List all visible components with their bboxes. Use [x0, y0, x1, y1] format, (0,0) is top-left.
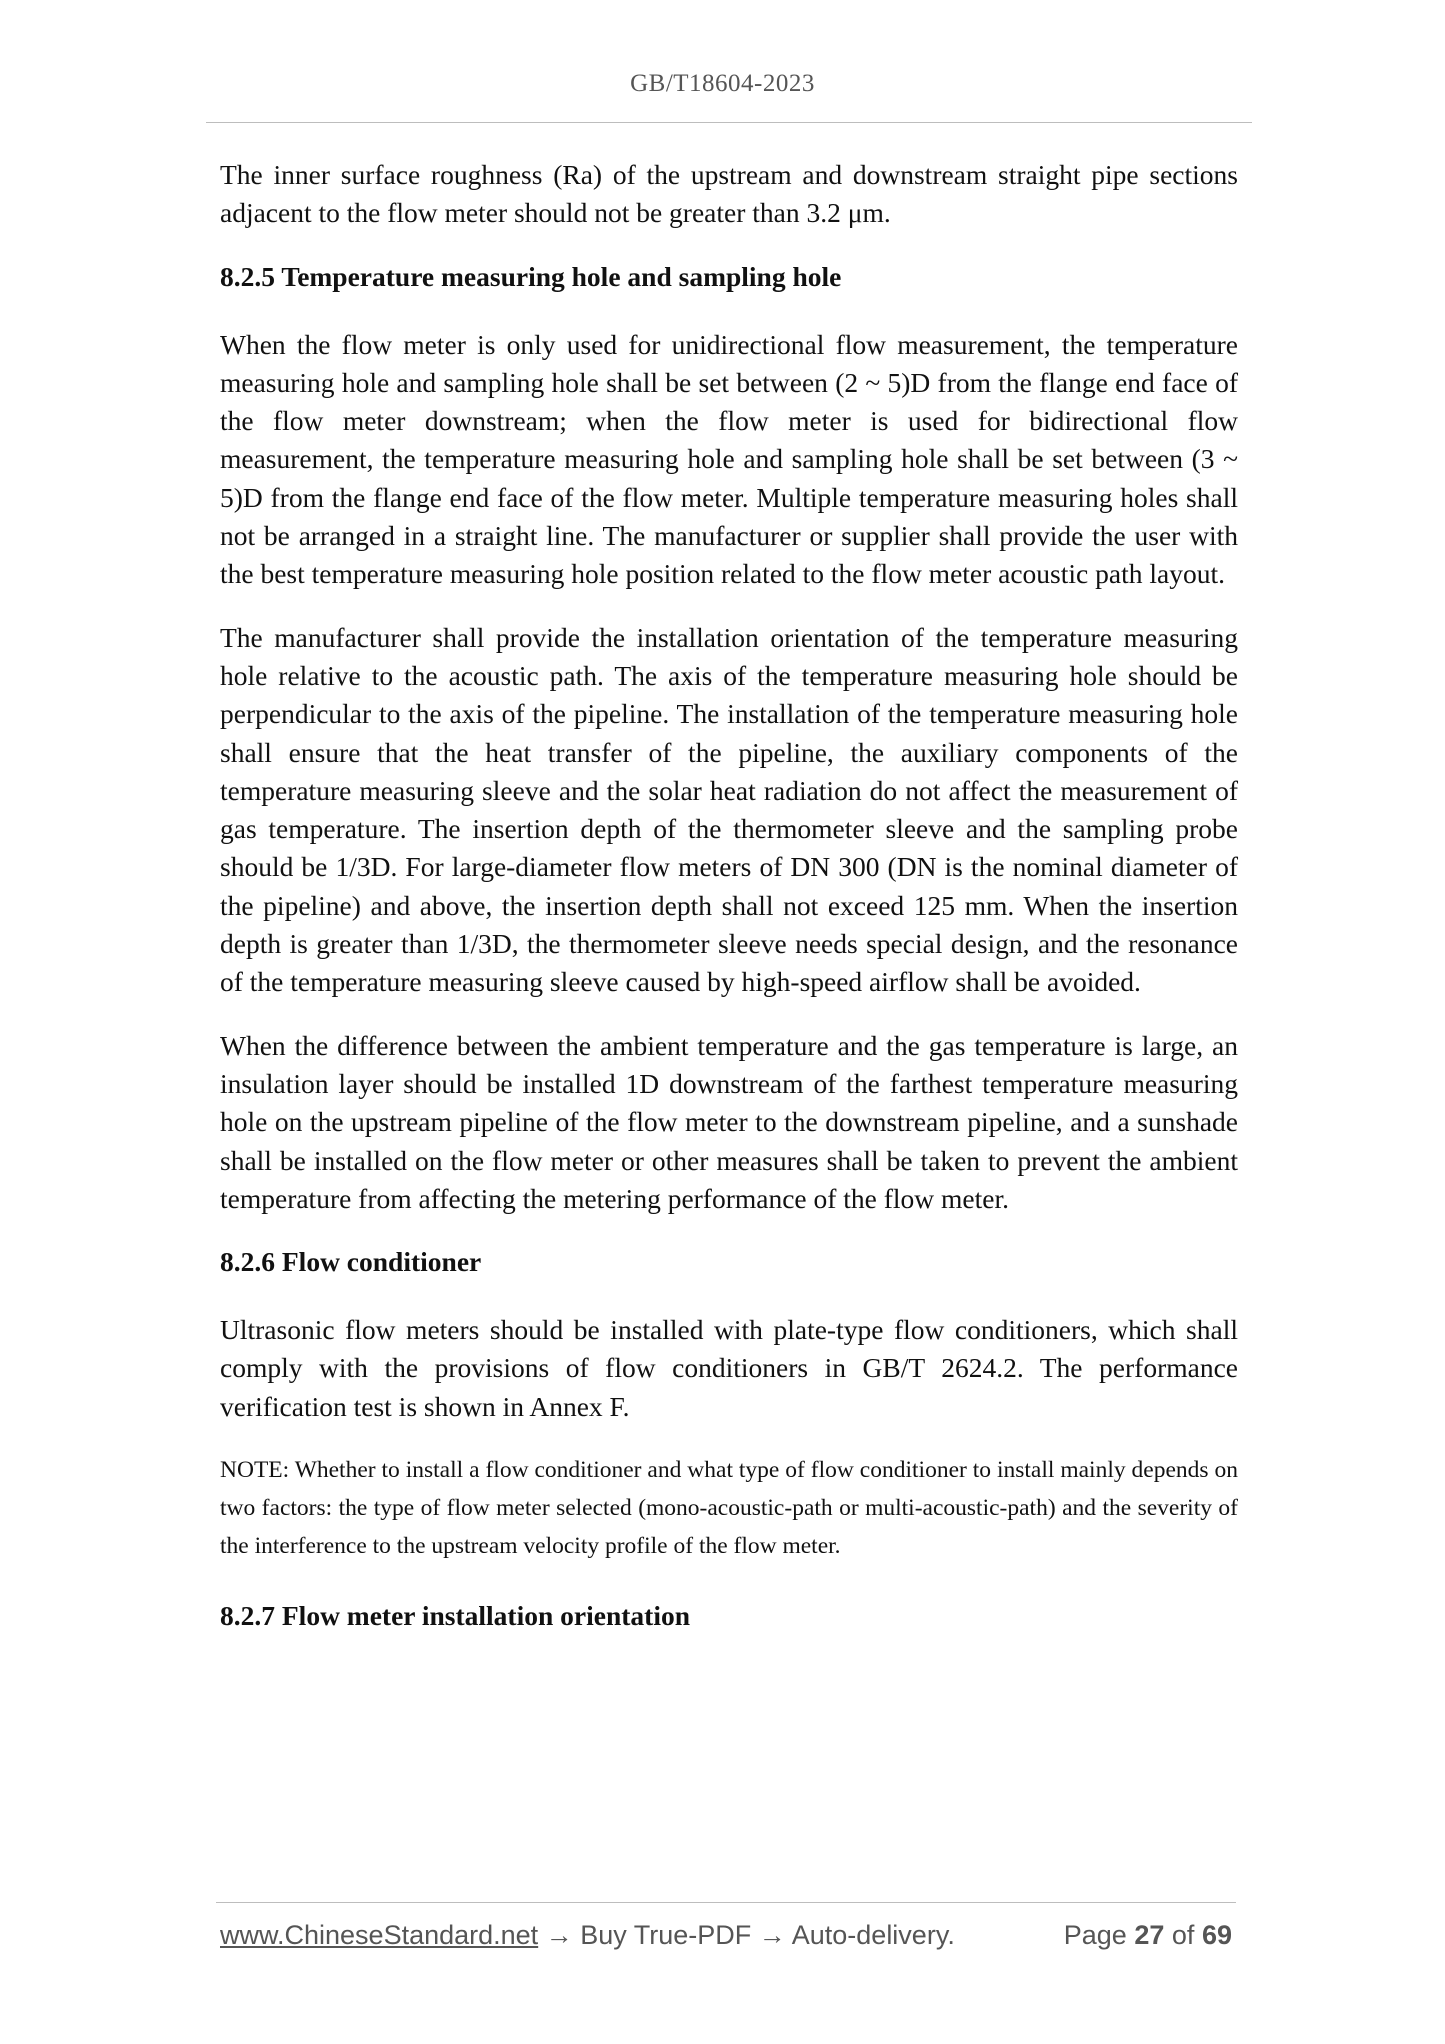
- page-content: [220, 156, 1238, 1665]
- paragraph-insulation-layer: When the difference between the ambient temperature and the gas temperature is large, an insulation layer should be installed 1D downstream of the farthest temperature measuring hole on the upstream pipeline of the flow meter to the downstream pipeline, and a sunshade shall be installed on the flow meter or other measures shall be taken to prevent the ambient temperature from affecting the metering performance of the flow meter.: [220, 1029, 1238, 1214]
- section-heading-8-2-6: 8.2.6 Flow conditioner: [220, 1246, 482, 1278]
- page-indicator: [1064, 1920, 1232, 1951]
- footer-divider: [216, 1902, 1236, 1903]
- note-flow-conditioner: NOTE: Whether to install a flow conditioner and what type of flow conditioner to install mainly depends on two factors: the type of flow meter selected (mono-acoustic-path or multi-acoustic-path) and the severity of the interference to the upstream velocity profile of the flow meter.: [220, 1457, 1238, 1560]
- page-footer: [220, 1920, 1232, 1960]
- total-page-count: 69: [1201, 1920, 1232, 1950]
- page-label: Page: [1063, 1920, 1127, 1950]
- paragraph-hole-orientation: The manufacturer shall provide the installation orientation of the temperature measuring hole relative to the acoustic path. The axis of the temperature measuring hole should be perpendicular to the axis of the pipeline. The installation of the temperature measuring hole shall ensure that the heat transfer of the pipeline, the auxiliary components of the temperature measuring sleeve and the solar heat radiation do not affect the measurement of gas temperature. The insertion depth of the thermometer sleeve and the sampling probe should be 1/3D. For large-diameter flow meters of DN 300 (DN is the nominal diameter of the pipeline) and above, the insertion depth shall not exceed 125 mm. When the insertion depth is greater than 1/3D, the thermometer sleeve needs special design, and the resonance of the temperature measuring sleeve caused by high-speed airflow shall be avoided.: [220, 621, 1238, 998]
- document-code-header: GB/T18604-2023: [630, 70, 815, 97]
- paragraph-hole-position: When the flow meter is only used for unidirectional flow measurement, the temperature measuring hole and sampling hole shall be set between (2 ~ 5)D from the flange end face of the flow meter downstream; when the flow meter is used for bidirectional flow measurement, the temperature measuring hole and sampling hole shall be set between (3 ~ 5)D from the flange end face of the flow meter. Multiple temperature measuring holes shall not be arranged in a straight line. The manufacturer or supplier shall provide the user with the best temperature measuring hole position related to the flow meter acoustic path layout.: [220, 328, 1238, 590]
- header-divider: [206, 122, 1252, 123]
- promo-text: → Buy True-PDF → Auto-delivery.: [538, 1920, 955, 1950]
- of-label: of: [1171, 1920, 1195, 1950]
- paragraph-flow-conditioner: Ultrasonic flow meters should be installed with plate-type flow conditioners, which shall comply with the provisions of flow conditioners in GB/T 2624.2. The performance verification test is shown in Annex F.: [220, 1314, 1238, 1422]
- paragraph-surface-roughness: The inner surface roughness (Ra) of the upstream and downstream straight pipe sections adjacent to the flow meter should not be greater than 3.2 μm.: [220, 159, 1238, 229]
- section-heading-8-2-7: 8.2.7 Flow meter installation orientation: [220, 1600, 690, 1632]
- footer-promo: [220, 1920, 955, 1951]
- current-page-number: 27: [1134, 1920, 1165, 1950]
- section-heading-8-2-5: 8.2.5 Temperature measuring hole and sampling hole: [220, 260, 842, 292]
- site-link[interactable]: www.ChineseStandard.net: [220, 1920, 539, 1950]
